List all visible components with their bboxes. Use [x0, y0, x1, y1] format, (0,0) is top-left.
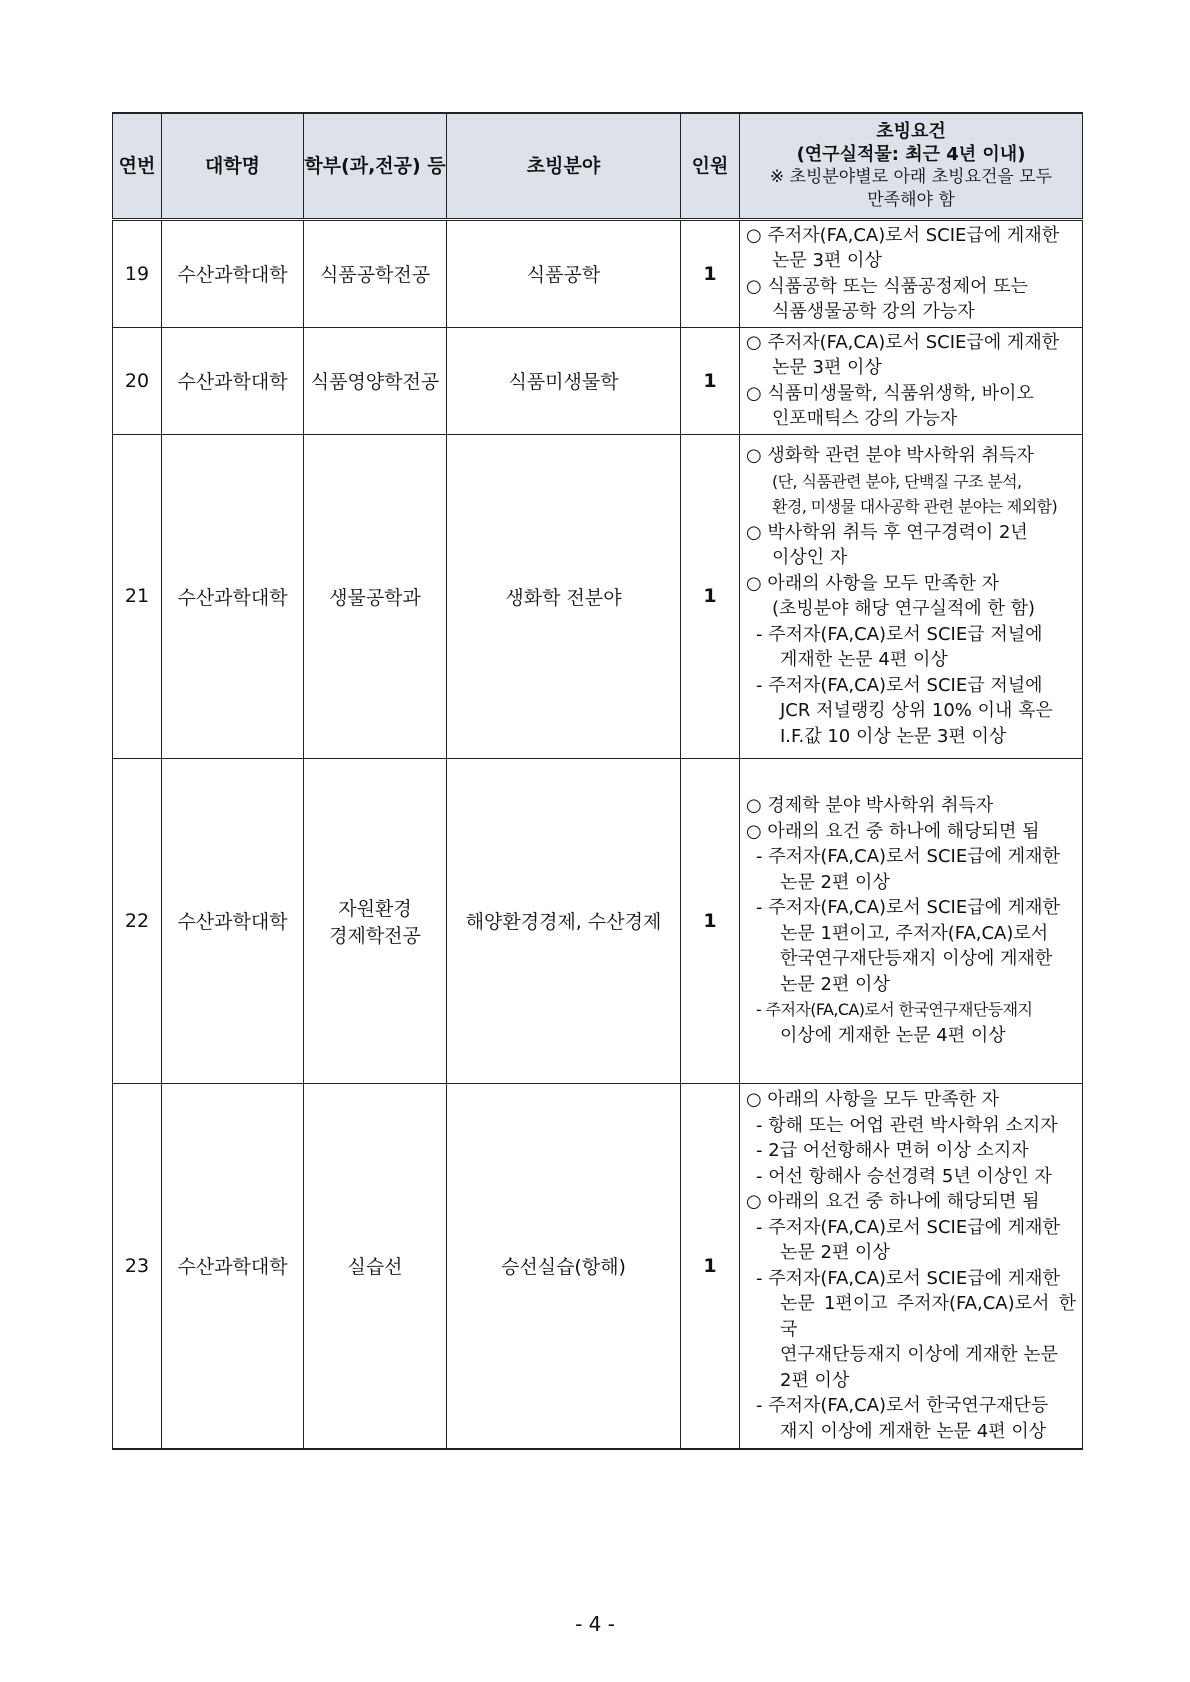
- req-line: - 주저자(FA,CA)로서 SCIE급에 게재한: [756, 1216, 1060, 1238]
- row-field: 생화학 전분야: [447, 434, 681, 758]
- req-line: 논문 2편 이상: [780, 871, 890, 893]
- req-line: ○ 주저자(FA,CA)로서 SCIE급에 게재한: [746, 331, 1060, 353]
- req-line: ○ 아래의 요건 중 하나에 해당되면 됨: [746, 1191, 1040, 1213]
- req-line: ○ 박사학위 취득 후 연구경력이 2년: [746, 521, 1028, 543]
- req-line: ○ 아래의 사항을 모두 만족한 자: [746, 572, 999, 594]
- header-requirements: [740, 113, 1083, 219]
- table-row: [113, 327, 1083, 434]
- req-line: ○ 아래의 요건 중 하나에 해당되면 됨: [746, 820, 1040, 842]
- req-line: 논문 1편이고 주저자(FA,CA)로서 한국: [780, 1293, 1076, 1340]
- req-line: - 어선 항해사 승선경력 5년 이상인 자: [756, 1165, 1052, 1187]
- table-header-row: [113, 113, 1083, 219]
- req-line: - 주저자(FA,CA)로서 SCIE급에 게재한: [756, 1267, 1060, 1289]
- header-field: 초빙분야: [447, 113, 681, 219]
- req-line: 게재한 논문 4편 이상: [780, 649, 948, 670]
- row-count: 1: [681, 327, 740, 434]
- req-line: ○ 생화학 관련 분야 박사학위 취득자: [746, 445, 1034, 466]
- row-field: 승선실습(항해): [447, 1083, 681, 1449]
- header-university: 대학명: [162, 113, 304, 219]
- req-line: 한국연구재단등재지 이상에 게재한: [780, 948, 1053, 969]
- row-no: 22: [113, 758, 162, 1083]
- req-line: - 주저자(FA,CA)로서 SCIE급에 게재한: [756, 846, 1060, 867]
- req-line: - 주저자(FA,CA)로서 한국연구재단등재지: [756, 1000, 1033, 1019]
- req-line: ○ 주저자(FA,CA)로서 SCIE급에 게재한: [746, 224, 1060, 246]
- row-requirements: [740, 434, 1083, 758]
- req-line: 환경, 미생물 대사공학 관련 분야는 제외함): [772, 497, 1058, 516]
- req-line: - 항해 또는 어업 관련 박사학위 소지자: [756, 1114, 1058, 1136]
- req-line: ○ 식품공학 또는 식품공정제어 또는: [746, 275, 1029, 297]
- row-field: 해양환경경제, 수산경제: [447, 758, 681, 1083]
- department-line: 경제학전공: [329, 924, 421, 947]
- header-department: 학부(과,전공) 등: [304, 113, 447, 219]
- row-department: 실습선: [304, 1083, 447, 1449]
- req-line: (초빙분야 해당 연구실적에 한 함): [772, 598, 1035, 619]
- row-count: 1: [681, 1083, 740, 1449]
- header-count: 인원: [681, 113, 740, 219]
- table-row: [113, 1083, 1083, 1449]
- row-university: 수산과학대학: [162, 434, 304, 758]
- recruitment-table: [112, 112, 1083, 1450]
- row-department: 생물공학과: [304, 434, 447, 758]
- req-line: - 주저자(FA,CA)로서 SCIE급 저널에: [756, 674, 1043, 696]
- req-line: 논문 1편이고, 주저자(FA,CA)로서: [780, 922, 1049, 944]
- req-line: 논문 3편 이상: [772, 250, 882, 271]
- req-line: 논문 2편 이상: [780, 973, 890, 995]
- row-field: 식품미생물학: [447, 327, 681, 434]
- req-line: - 주저자(FA,CA)로서 SCIE급에 게재한: [756, 897, 1060, 918]
- req-line: ○ 아래의 사항을 모두 만족한 자: [746, 1089, 999, 1111]
- req-line: 논문 3편 이상: [772, 357, 882, 378]
- req-line: 논문 2편 이상: [780, 1242, 890, 1264]
- header-req-line-3: ※ 초빙분야별로 아래 초빙요건을 모두: [769, 166, 1053, 187]
- row-department: [304, 758, 447, 1083]
- req-line: JCR 저널랭킹 상위 10% 이내 혹은: [780, 700, 1053, 721]
- req-line: 재지 이상에 게재한 논문 4편 이상: [780, 1420, 1047, 1442]
- row-requirements: [740, 1083, 1083, 1449]
- department-line: 자원환경: [338, 897, 412, 920]
- row-count: 1: [681, 758, 740, 1083]
- req-line: 식품생물공학 강의 가능자: [772, 301, 975, 322]
- row-no: 19: [113, 219, 162, 327]
- req-line: - 2급 어선항해사 면허 이상 소지자: [756, 1140, 1029, 1162]
- row-no: 23: [113, 1083, 162, 1449]
- req-line: (단, 식품관련 분야, 단백질 구조 분석,: [772, 471, 1022, 491]
- req-line: 이상에 게재한 논문 4편 이상: [780, 1024, 1006, 1046]
- req-line: - 주저자(FA,CA)로서 한국연구재단등: [756, 1395, 1049, 1417]
- header-req-line-2: (연구실적물: 최근 4년 이내): [796, 143, 1026, 165]
- req-line: I.F.값 10 이상 논문 3편 이상: [780, 725, 1007, 747]
- row-no: 20: [113, 327, 162, 434]
- row-requirements: [740, 327, 1083, 434]
- row-requirements: [740, 219, 1083, 327]
- row-requirements: [740, 758, 1083, 1083]
- req-line: 인포매틱스 강의 가능자: [772, 408, 958, 429]
- req-line: 이상인 자: [772, 547, 848, 568]
- header-req-line-1: 초빙요건: [876, 120, 946, 142]
- row-department: 식품공학전공: [304, 219, 447, 327]
- row-department: 식품영양학전공: [304, 327, 447, 434]
- table-row: [113, 434, 1083, 758]
- req-line: 연구재단등재지 이상에 게재한 논문: [780, 1344, 1058, 1366]
- row-university: 수산과학대학: [162, 327, 304, 434]
- table-row: [113, 758, 1083, 1083]
- row-count: 1: [681, 434, 740, 758]
- row-university: 수산과학대학: [162, 1083, 304, 1449]
- header-no: 연번: [113, 113, 162, 219]
- req-line: ○ 식품미생물학, 식품위생학, 바이오: [746, 382, 1034, 404]
- req-line: - 주저자(FA,CA)로서 SCIE급 저널에: [756, 623, 1043, 645]
- req-line: ○ 경제학 분야 박사학위 취득자: [746, 795, 994, 816]
- table-row: [113, 219, 1083, 327]
- row-university: 수산과학대학: [162, 758, 304, 1083]
- req-line: 2편 이상: [780, 1369, 850, 1391]
- header-req-line-4: 만족해야 함: [867, 189, 955, 210]
- row-no: 21: [113, 434, 162, 758]
- page-number: - 4 -: [575, 1612, 615, 1636]
- row-count: 1: [681, 219, 740, 327]
- row-university: 수산과학대학: [162, 219, 304, 327]
- row-field: 식품공학: [447, 219, 681, 327]
